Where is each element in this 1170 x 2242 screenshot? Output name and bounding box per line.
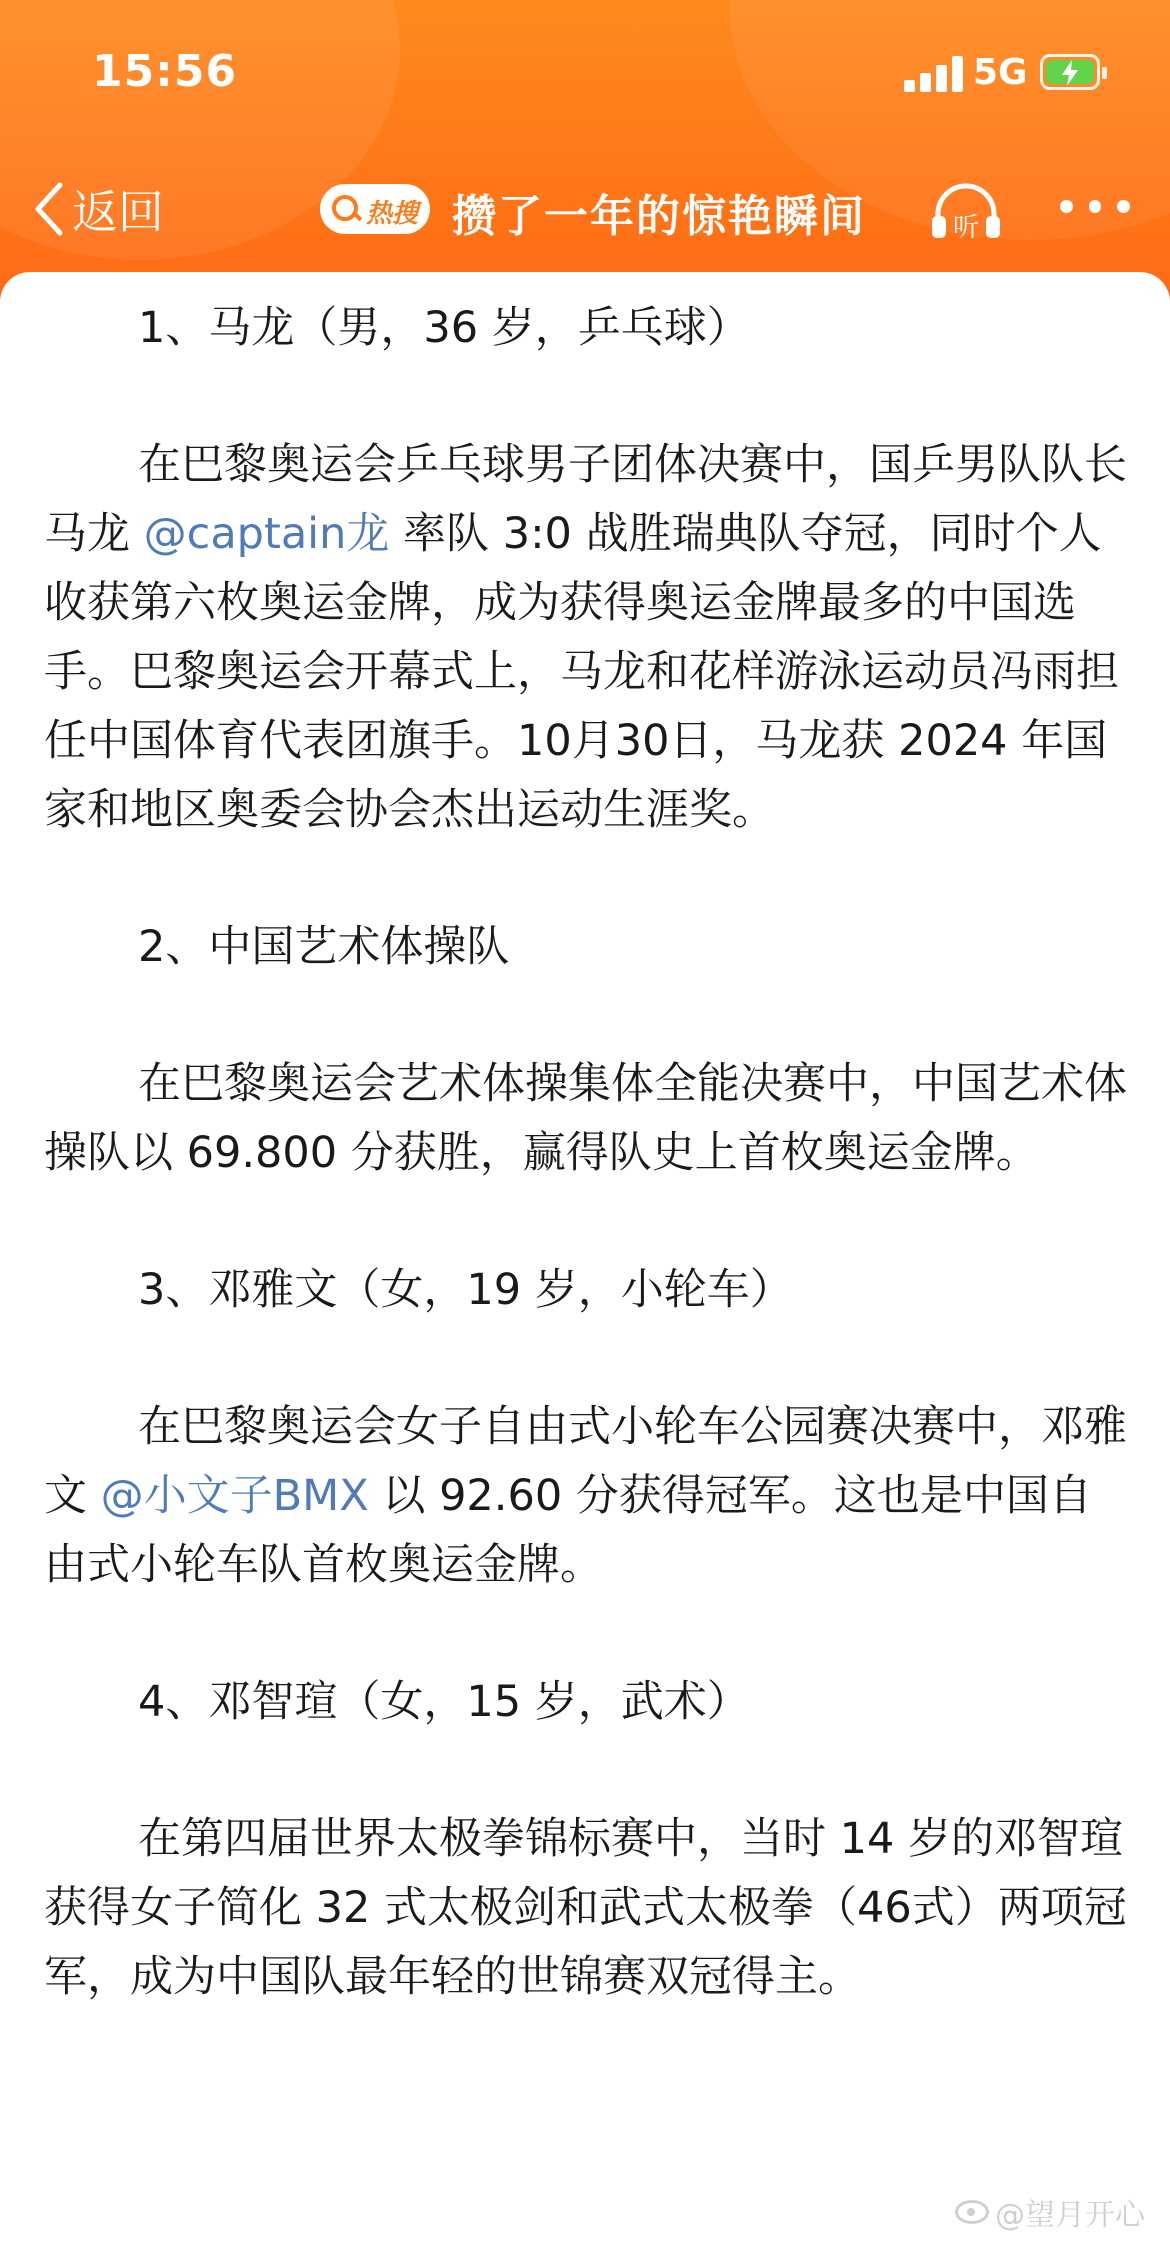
chevron-left-icon bbox=[30, 179, 66, 239]
hot-search-label: 热搜 bbox=[366, 199, 419, 229]
section-body bbox=[44, 431, 1130, 845]
headphones-icon bbox=[928, 178, 1004, 242]
more-options-button[interactable] bbox=[1060, 200, 1130, 220]
back-button[interactable] bbox=[30, 174, 164, 244]
section-body bbox=[44, 1805, 1130, 2012]
section-heading: 2、中国艺术体操队 bbox=[138, 922, 510, 972]
section-body bbox=[44, 1050, 1130, 1188]
user-mention-link[interactable]: @captain龙 bbox=[143, 509, 390, 559]
body-text: 在巴黎奥运会乒乓球男子团体决赛中，国乒男队队长马龙 bbox=[44, 440, 1127, 559]
weibo-eye-icon bbox=[955, 2200, 989, 2224]
article-card bbox=[0, 272, 1170, 2242]
battery-charging-icon bbox=[1040, 54, 1100, 90]
watermark bbox=[955, 2190, 1145, 2234]
listen-label: 听 bbox=[952, 213, 980, 242]
hot-search-badge[interactable] bbox=[320, 184, 430, 234]
page-title: 攒了一年的惊艳瞬间 bbox=[452, 191, 866, 242]
status-time: 15:56 bbox=[92, 46, 238, 97]
body-text: 率队 3:0 战胜瑞典队夺冠，同时个人收获第六枚奥运金牌，成为获得奥运金牌最多的中国选手。巴黎奥运会开幕式上，马龙和花样游泳运动员冯雨担任中国体育代表团旗手。10月30日，马龙获 2024 年国家和地区奥委会协会杰出运动生涯奖。 bbox=[44, 509, 1119, 835]
more-dot-icon bbox=[1117, 200, 1130, 213]
listen-button[interactable] bbox=[928, 178, 1004, 242]
body-text: 在第四届世界太极拳锦标赛中，当时 14 岁的邓智瑄获得女子简化 32 式太极剑和武式太极拳（46式）两项冠军，成为中国队最年轻的世锦赛双冠得主。 bbox=[44, 1814, 1127, 2002]
body-text: 以 92.60 分获得冠军。这也是中国自由式小轮车队首枚奥运金牌。 bbox=[44, 1471, 1092, 1590]
signal-icon bbox=[904, 56, 964, 92]
section-heading: 3、邓雅文（女，19 岁，小轮车） bbox=[138, 1265, 793, 1315]
search-icon bbox=[332, 195, 358, 221]
section-heading: 4、邓智瑄（女，15 岁，武术） bbox=[138, 1677, 750, 1727]
section-body bbox=[44, 1393, 1130, 1600]
article-content bbox=[44, 294, 1130, 2012]
network-type: 5G bbox=[973, 52, 1028, 93]
navigation-bar bbox=[0, 160, 1170, 260]
section-heading: 1、马龙（男，36 岁，乒乓球） bbox=[138, 303, 750, 353]
body-text: 在巴黎奥运会艺术体操集体全能决赛中，中国艺术体操队以 69.800 分获胜，赢得队史上首枚奥运金牌。 bbox=[44, 1059, 1127, 1178]
more-dot-icon bbox=[1089, 200, 1102, 213]
body-text: 在巴黎奥运会女子自由式小轮车公园赛决赛中，邓雅文 bbox=[44, 1402, 1127, 1521]
back-label: 返回 bbox=[72, 185, 164, 239]
watermark-text: @望月开心 bbox=[995, 2198, 1145, 2233]
user-mention-link[interactable]: @小文子BMX bbox=[100, 1471, 369, 1521]
status-bar bbox=[0, 0, 1170, 150]
more-dot-icon bbox=[1060, 200, 1073, 213]
